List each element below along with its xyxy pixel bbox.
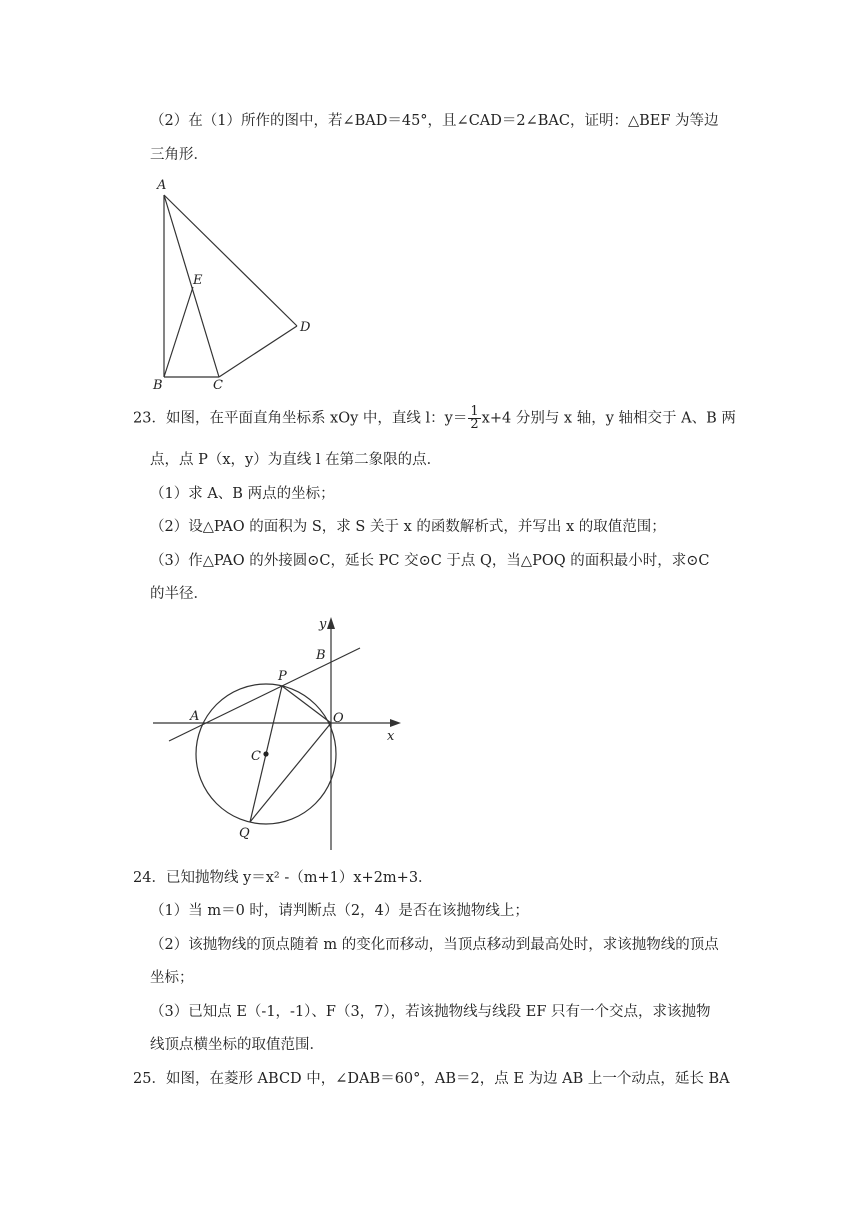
label-x: x (387, 729, 395, 744)
q22-part2-line2: 三角形． (150, 147, 208, 163)
q24-intro: 已知抛物线 y＝x² -（m+1）x+2m+3． (165, 870, 433, 886)
q24-intro-line (133, 868, 433, 888)
q23-frac-num: 1 (470, 404, 479, 419)
label-E: E (193, 273, 203, 288)
label-Q: Q (239, 826, 250, 841)
q23-part2: （2）设△PAO 的面积为 S，求 S 关于 x 的函数解析式，并写出 x 的取值范围； (150, 519, 666, 535)
q24-part2-line2: 坐标； (150, 970, 194, 986)
q22-figure (145, 175, 330, 395)
q25-intro: 如图，在菱形 ABCD 中，∠DAB＝60°，AB＝2，点 E 为边 AB 上一个动点，延长 BA (165, 1071, 730, 1087)
q23-part1: （1）求 A、B 两点的坐标； (150, 486, 335, 502)
label-O: O (333, 711, 344, 726)
q23-frac-den: 2 (470, 417, 479, 432)
label-A: A (157, 178, 167, 193)
q23-fraction (468, 406, 480, 431)
q23-intro-line2: 点，点 P（x，y）为直线 l 在第二象限的点． (150, 452, 442, 468)
q23-part3-line2: 的半径． (150, 586, 208, 602)
q23-intro-line1 (133, 406, 736, 431)
q25-intro-line (133, 1069, 730, 1089)
q23-part3-line1: （3）作△PAO 的外接圆⊙C，延长 PC 交⊙C 于点 Q，当△POQ 的面积最小时，求⊙C (150, 553, 710, 569)
x-axis-arrow (390, 719, 401, 727)
y-axis-arrow (327, 617, 335, 629)
label-D: D (300, 320, 311, 335)
label-B: B (153, 378, 163, 393)
segment-BE (164, 287, 193, 377)
center-C-dot (263, 751, 268, 756)
label-y: y (319, 617, 327, 632)
q23-intro-b: x+4 分别与 x 轴，y 轴相交于 A、B 两 (481, 410, 736, 427)
segment-CD (219, 326, 297, 377)
q22-part2-line1: （2）在（1）所作的图中，若∠BAD＝45°，且∠CAD＝2∠BAC，证明：△BEF 为等边 (150, 113, 719, 129)
q24-part3-line1: （3）已知点 E（-1，-1）、F（3，7），若该抛物线与线段 EF 只有一个交点，求该抛物 (150, 1004, 711, 1020)
label-C: C (251, 749, 261, 764)
q24-part2-line1: （2）该抛物线的顶点随着 m 的变化而移动，当顶点移动到最高处时，求该抛物线的顶点 (150, 937, 719, 953)
q25-number: 25． (133, 1071, 166, 1087)
label-P: P (278, 669, 287, 684)
q23-number: 23． (133, 410, 166, 427)
q23-intro-a: 如图，在平面直角坐标系 xOy 中，直线 l：y＝ (165, 410, 468, 427)
label-C: C (213, 378, 223, 393)
q23-figure (145, 612, 410, 852)
segment-PO (282, 686, 331, 723)
q24-number: 24． (133, 870, 166, 886)
q24-part1: （1）当 m＝0 时，请判断点（2，4）是否在该抛物线上； (150, 903, 529, 919)
q24-part3-line2: 线顶点横坐标的取值范围． (150, 1037, 324, 1053)
label-B: B (316, 648, 326, 663)
label-A: A (190, 709, 200, 724)
